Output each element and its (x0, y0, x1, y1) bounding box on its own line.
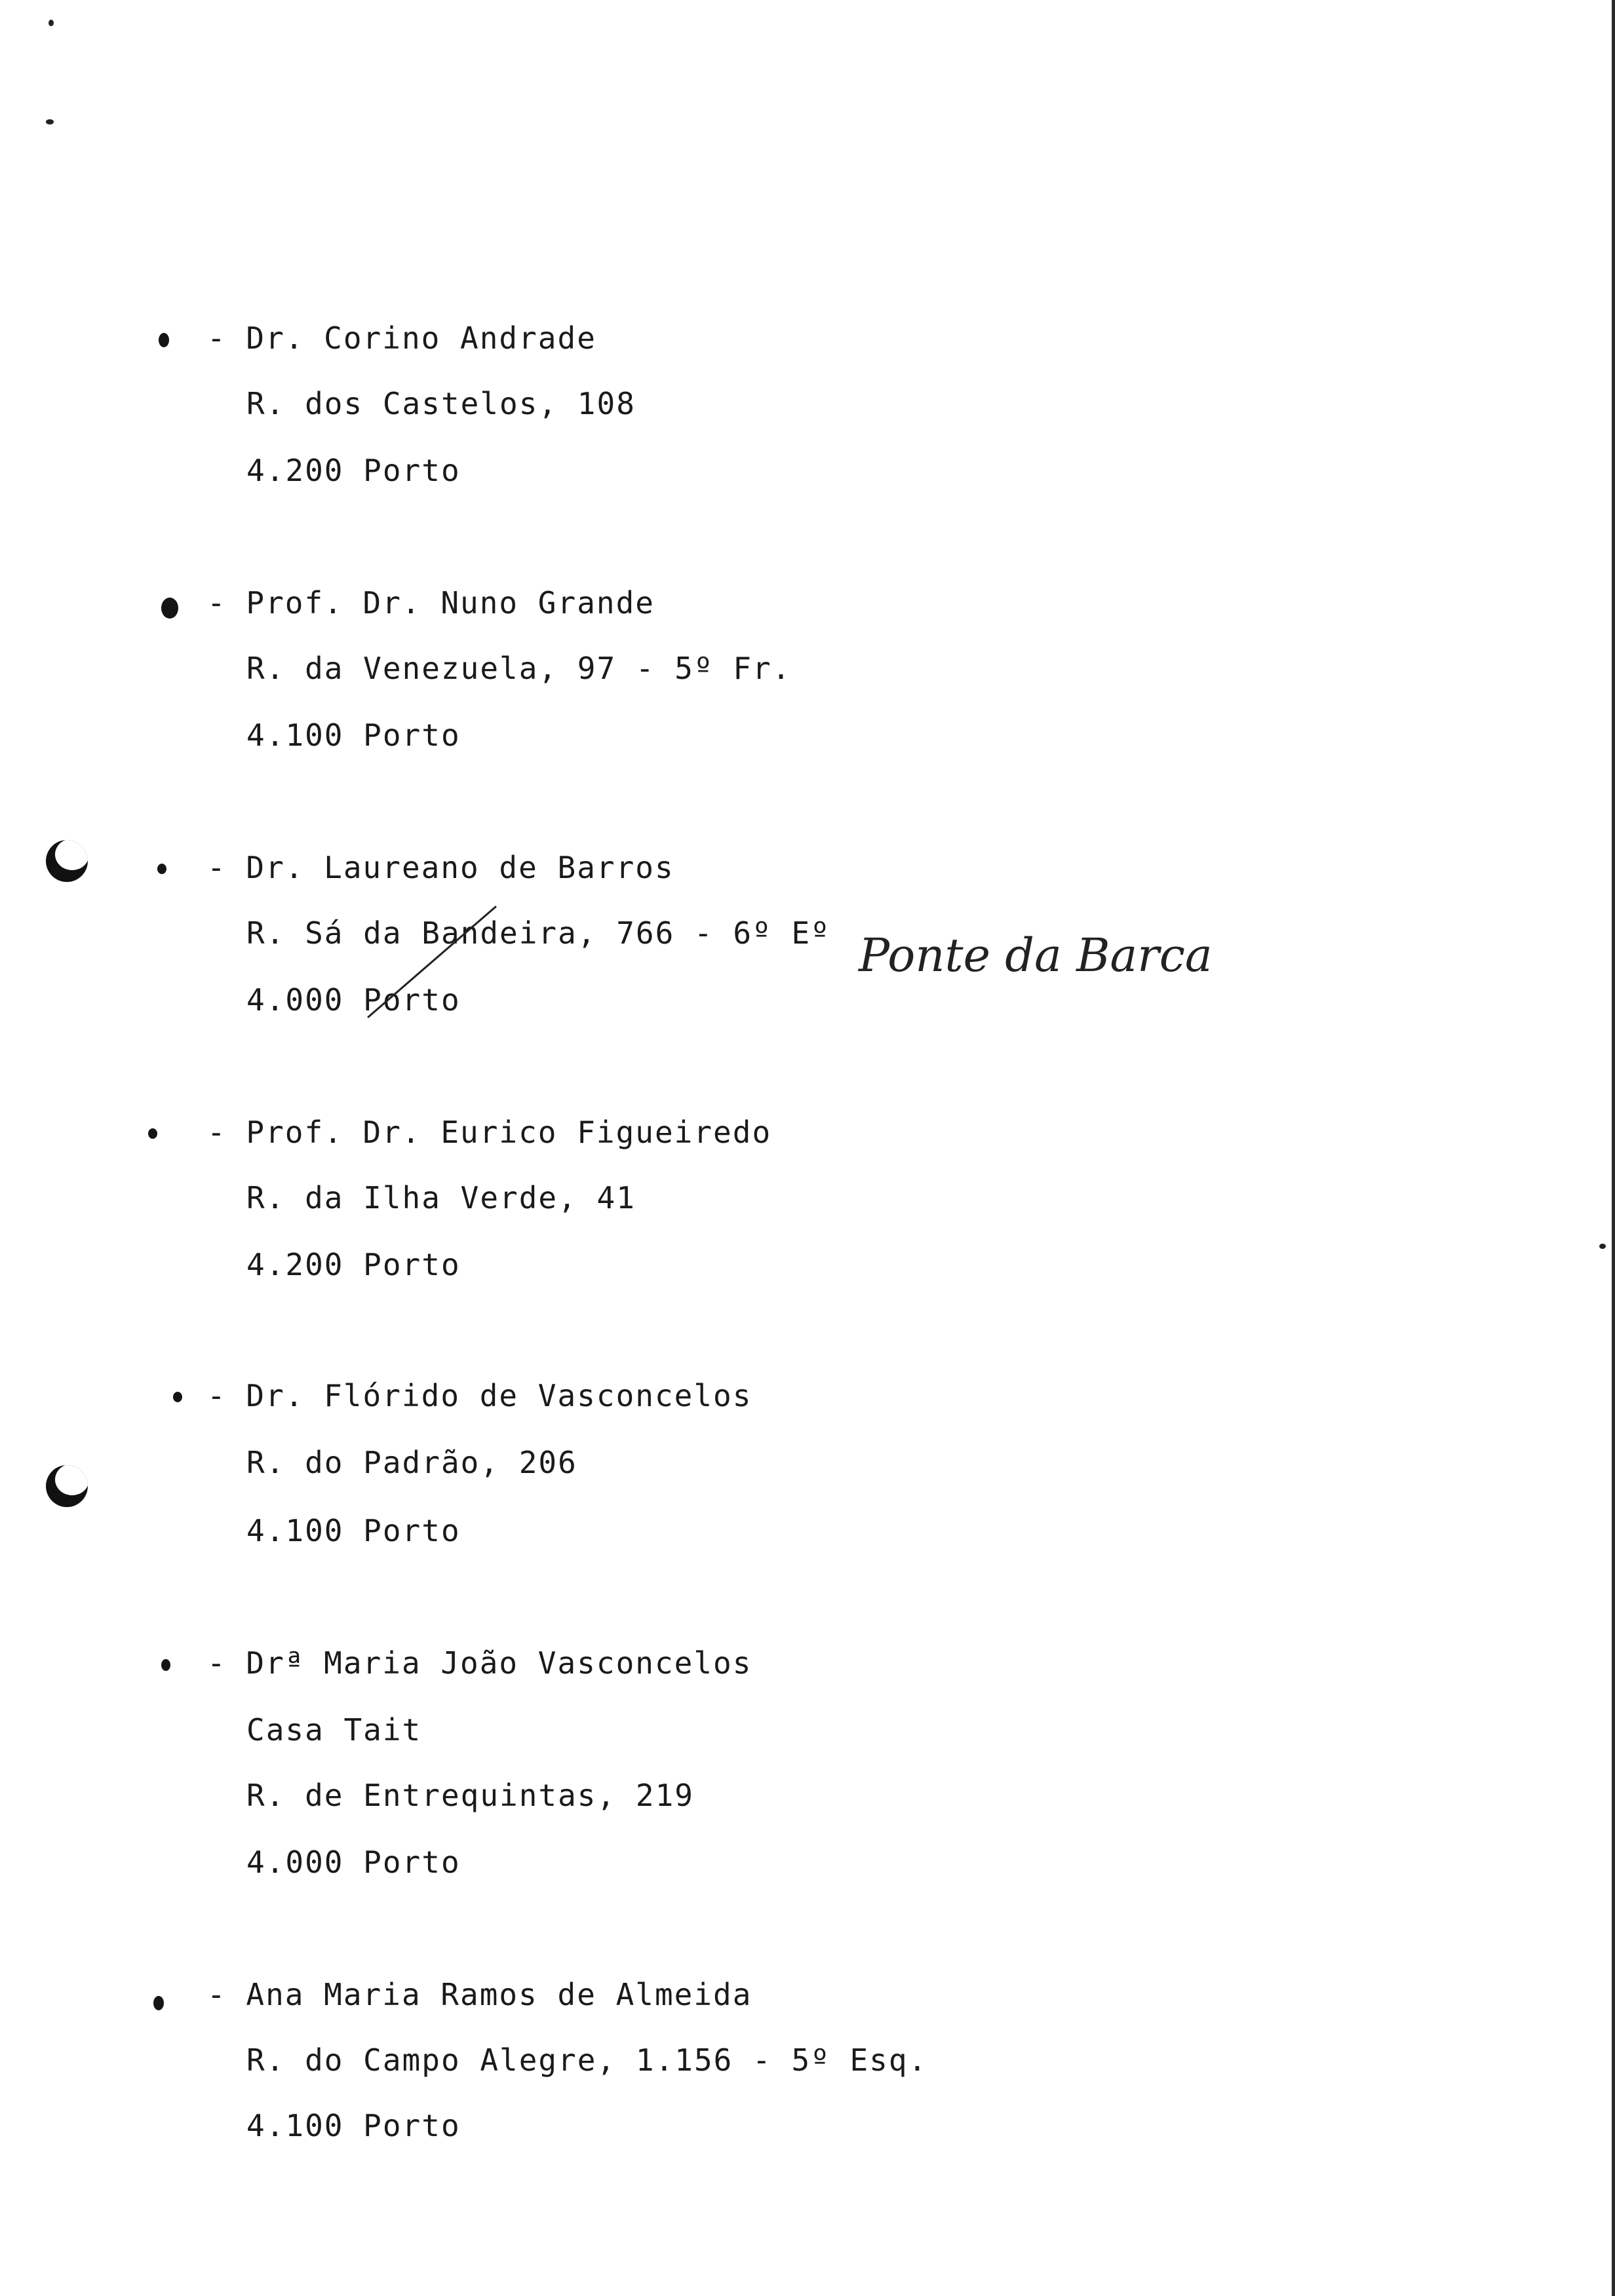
bullet-mark (159, 333, 169, 347)
corner-mark (49, 20, 54, 26)
entry-city: 4.000 Porto (246, 982, 461, 1018)
bullet-mark (157, 864, 166, 874)
entry-city: 4.100 Porto (246, 2108, 461, 2143)
bullet-mark (161, 598, 178, 619)
entry-name: - Drª Maria João Vasconcelos (207, 1645, 752, 1681)
punch-hole (46, 840, 88, 882)
entry-street: R. da Venezuela, 97 - 5º Fr. (246, 651, 792, 686)
punch-hole (46, 1465, 88, 1507)
entry-name: - Dr. Corino Andrade (207, 320, 596, 356)
bullet-mark (153, 1996, 164, 2010)
edge-mark (1599, 1244, 1606, 1249)
entry-street: R. do Campo Alegre, 1.156 - 5º Esq. (246, 2042, 928, 2078)
entry-name: - Prof. Dr. Eurico Figueiredo (207, 1115, 772, 1150)
entry-name: - Ana Maria Ramos de Almeida (207, 1977, 752, 2012)
handwritten-note-text: Ponte da Barca (859, 928, 1213, 982)
handwritten-note (852, 917, 1298, 989)
entry-name: - Dr. Flórido de Vasconcelos (207, 1378, 752, 1413)
entry-city: 4.200 Porto (246, 1247, 461, 1282)
entry-building: Casa Tait (246, 1712, 422, 1748)
entry-street: R. do Padrão, 206 (246, 1445, 577, 1480)
entry-city: 4.100 Porto (246, 718, 461, 753)
entry-city: 4.100 Porto (246, 1513, 461, 1548)
entry-street: R. dos Castelos, 108 (246, 386, 636, 421)
entry-name: - Dr. Laureano de Barros (207, 850, 674, 885)
bullet-mark (161, 1659, 170, 1671)
bullet-mark (148, 1128, 157, 1139)
entry-street: R. de Entrequintas, 219 (246, 1778, 694, 1813)
entry-street: R. Sá da Bandeira, 766 - 6º Eº (246, 915, 830, 951)
entry-street: R. da Ilha Verde, 41 (246, 1180, 636, 1215)
bullet-mark (173, 1392, 182, 1402)
page-edge (1612, 0, 1615, 2296)
entry-city: 4.000 Porto (246, 1845, 461, 1880)
corner-mark (46, 119, 54, 124)
entry-name: - Prof. Dr. Nuno Grande (207, 585, 655, 621)
entry-city: 4.200 Porto (246, 453, 461, 488)
